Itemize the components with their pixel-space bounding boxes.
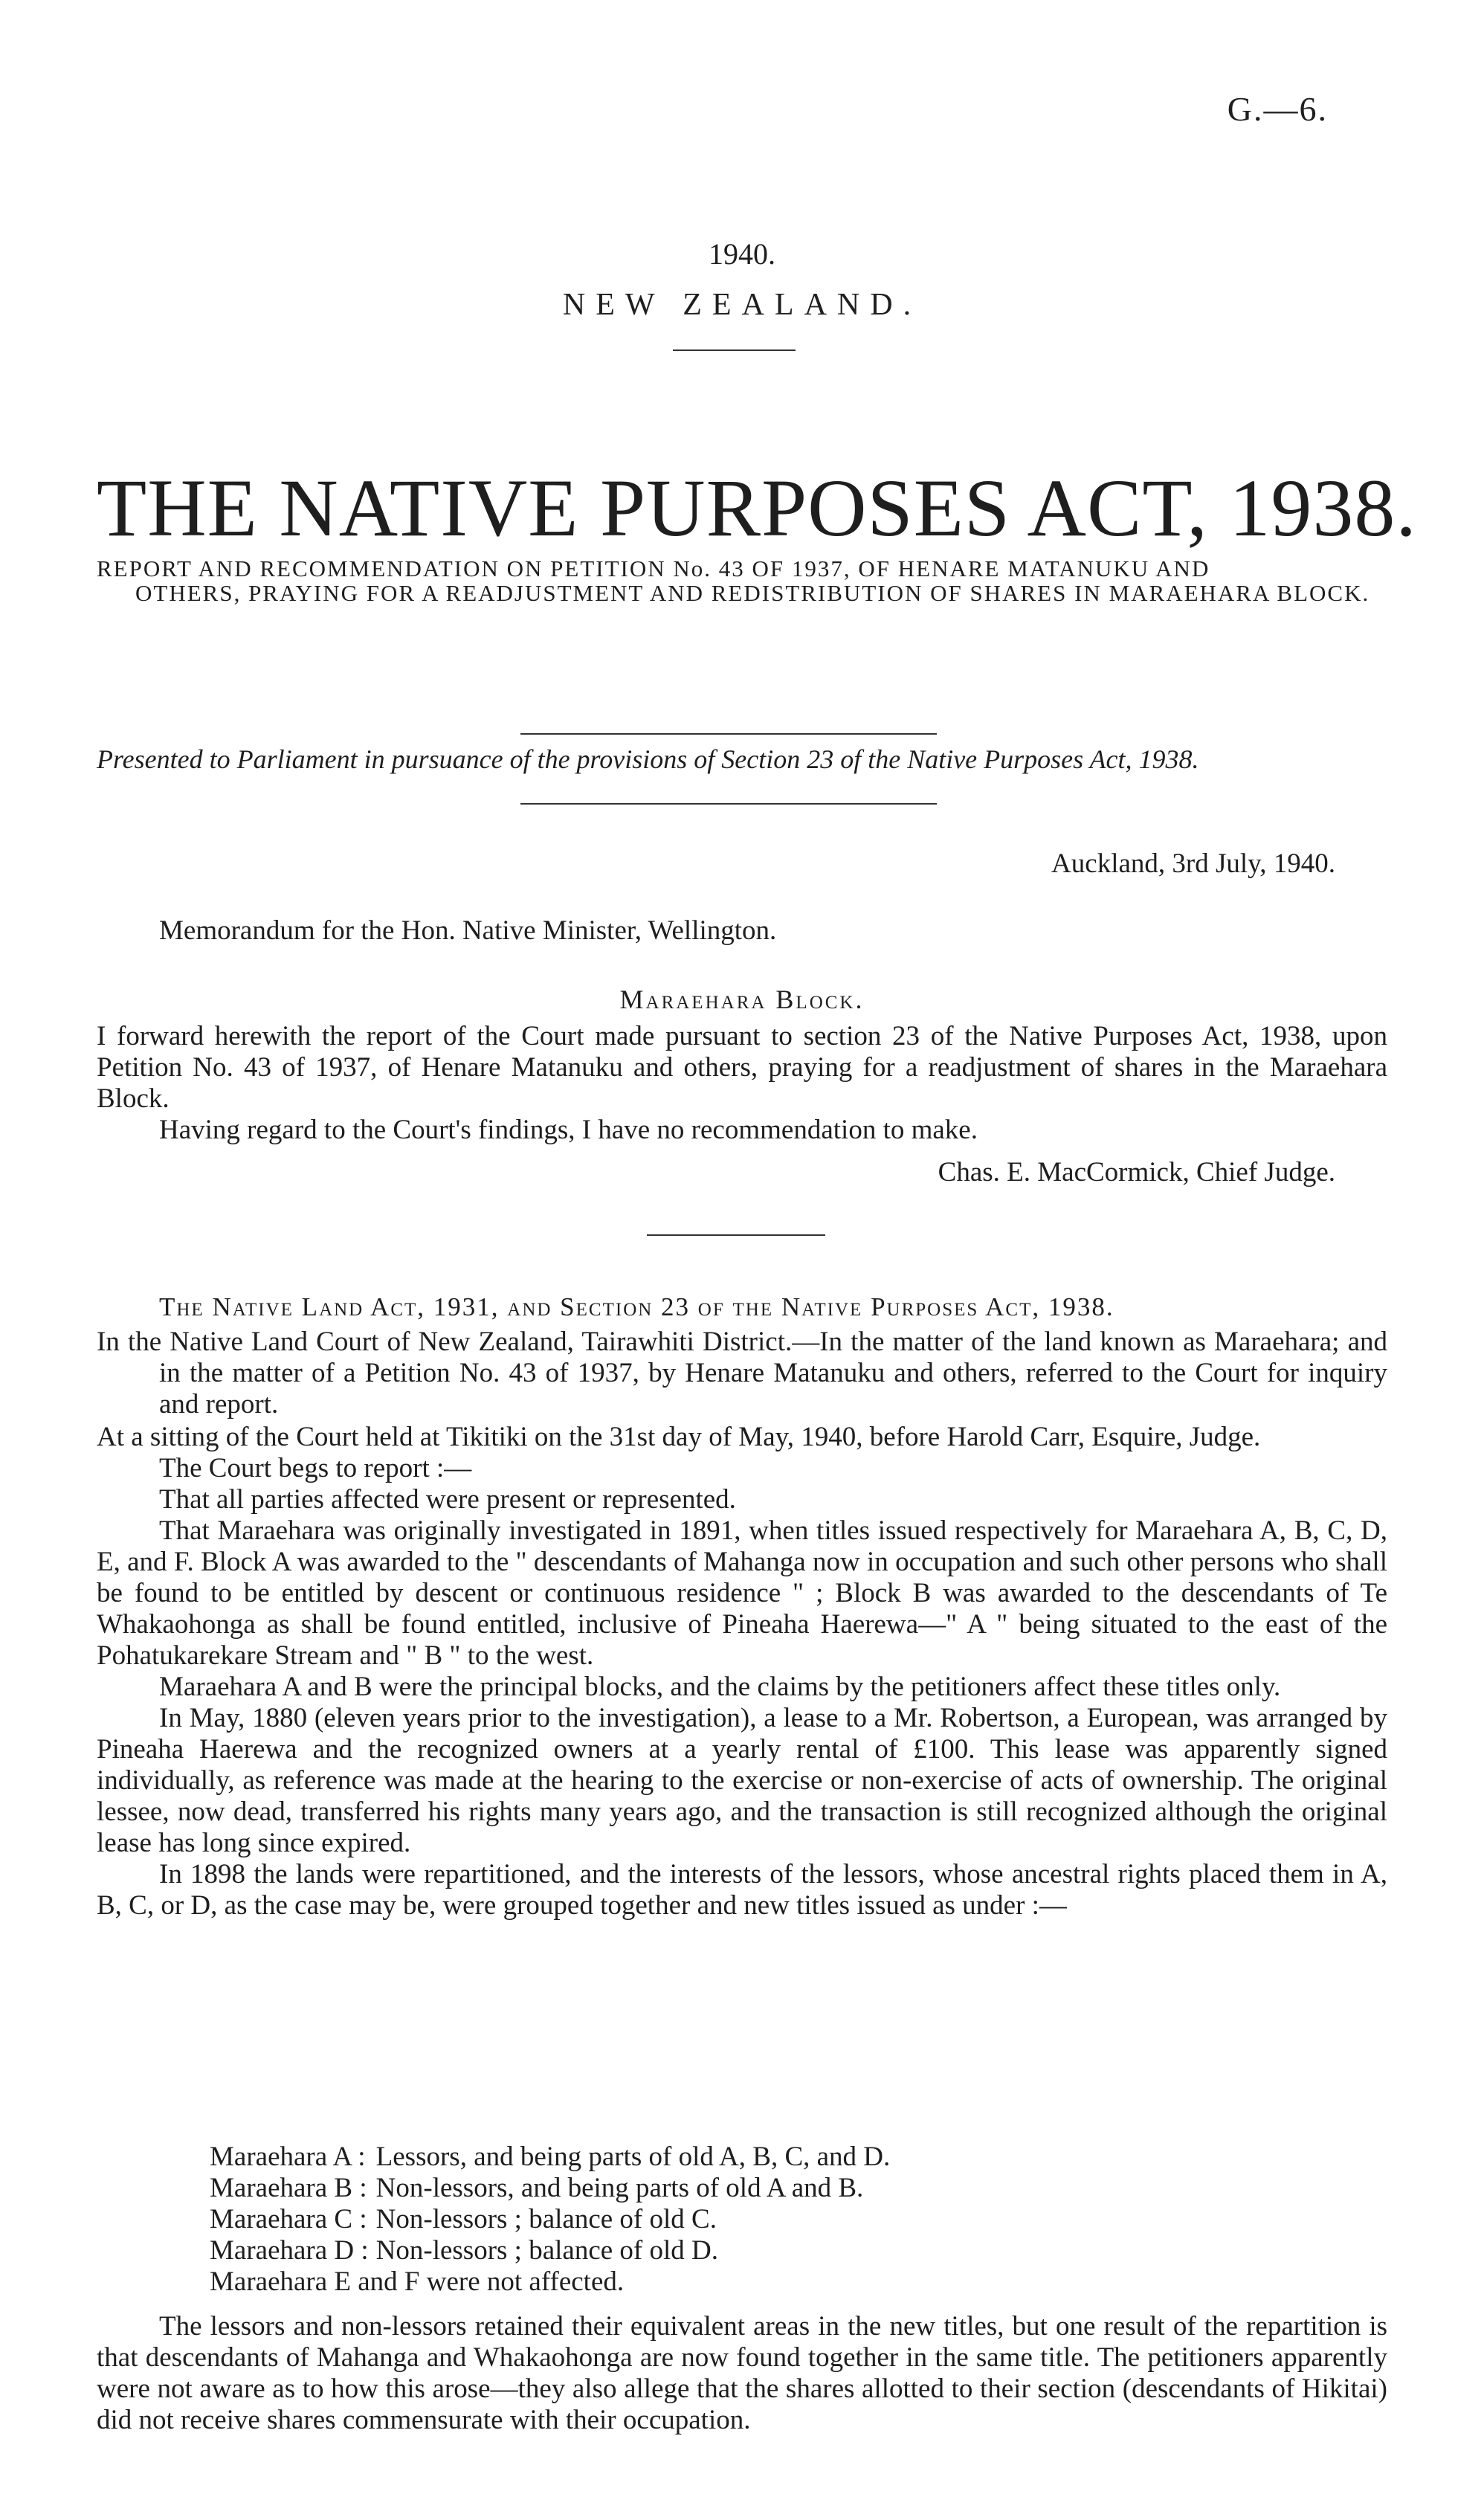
report-intro: The Court begs to report :— [159, 1453, 472, 1483]
paragraph-investigation: That Maraehara was originally investigated in 1891, when titles issued respectively for Maraehara A, B, C, D, E, and F. Block A was awarded to the " descendants of Mahanga now in occupation and such other persons who shall be found to be entitled by descent or continuous residence " ; Block B was awarded to the descendants of Te Whakaohonga as shall be found entitled, inclusive of Pineaha Haerewa—" A " being situated to the east of the Pohatukarekare Stream and " B " to the west. [97, 1515, 1387, 1671]
document-title: THE NATIVE PURPOSES ACT, 1938. [97, 463, 1417, 553]
list-item: Maraehara A : Lessors, and being parts of old A, B, C, and D. [210, 2142, 891, 2172]
memo-paragraph-1: I forward herewith the report of the Court made pursuant to section 23 of the Native Purposes Act, 1938, upon Petition No. 43 of 1937, of Henare Matanuku and others, praying for a readjustment of shares in the Maraehara Block. [97, 1021, 1387, 1114]
paragraph-principal-blocks: Maraehara A and B were the principal blocks, and the claims by the petitioners affect these titles only. [159, 1672, 1281, 1702]
list-item: Maraehara C : Non-lessors ; balance of old C. [210, 2204, 717, 2234]
presented-note: Presented to Parliament in pursuance of the provisions of Section 23 of the Native Purposes Act, 1938. [97, 744, 1199, 774]
country-heading: NEW ZEALAND. [562, 288, 922, 322]
memo-dateline: Auckland, 3rd July, 1940. [1051, 848, 1335, 879]
divider [673, 349, 796, 351]
block-heading: Maraehara Block. [619, 985, 865, 1014]
divider [647, 1234, 825, 1236]
list-item: Maraehara D : Non-lessors ; balance of old D. [210, 2235, 718, 2266]
subtitle-line-2: OTHERS, PRAYING FOR A READJUSTMENT AND REDISTRIBUTION OF SHARES IN MARAEHARA BLOCK. [135, 580, 1370, 606]
paragraph-repartition: In 1898 the lands were repartitioned, and the interests of the lessors, whose ancestral rights placed them in A, B, C, or D, as the case may be, were grouped together and new titles issued as under :— [97, 1859, 1387, 1921]
memo-addressee: Memorandum for the Hon. Native Minister, Wellington. [159, 915, 777, 946]
paragraph-lease: In May, 1880 (eleven years prior to the investigation), a lease to a Mr. Robertson, a European, was arranged by Pineaha Haerewa and the recognized owners at a yearly rental of £100. This lease was apparently signed individually, as reference was made at the hearing to the exercise or non-exercise of acts of ownership. The original lessee, now dead, transferred his rights many years ago, and the transaction is still recognized although the original lease has long since expired. [97, 1703, 1387, 1858]
report-body [97, 1327, 1387, 1921]
paragraph-final: The lessors and non-lessors retained their equivalent areas in the new titles, but one result of the repartition is that descendants of Mahanga and Whakaohonga are now found together in the same title. The petitioners apparently were not aware as to how this arose—they also allege that the shares allotted to their section (descendants of Hikitai) did not receive shares commensurate with their occupation. [97, 2311, 1387, 2435]
paragraph-parties: That all parties affected were present or represented. [159, 1484, 736, 1515]
document-year: 1940. [709, 237, 775, 271]
subtitle-line-1: REPORT AND RECOMMENDATION ON PETITION No. 43 OF 1937, OF HENARE MATANUKU AND [97, 555, 1210, 581]
list-item: Maraehara E and F were not affected. [210, 2266, 625, 2297]
block-list [210, 2142, 897, 2298]
list-item: Maraehara B : Non-lessors, and being parts of old A and B. [210, 2173, 864, 2203]
sitting-paragraph: At a sitting of the Court held at Tikitiki on the 31st day of May, 1940, before Harold Carr, Esquire, Judge. [97, 1422, 1261, 1452]
memo-paragraph-2: Having regard to the Court's findings, I have no recommendation to make. [159, 1115, 978, 1145]
court-paragraph: In the Native Land Court of New Zealand, Tairawhiti District.—In the matter of the land known as Maraehara; and in the matter of a Petition No. 43 of 1937, by Henare Matanuku and others, referred to the Court for inquiry and report. [97, 1327, 1387, 1420]
memo-signature: Chas. E. MacCormick, Chief Judge. [938, 1157, 1335, 1188]
document-subtitle [97, 556, 1390, 605]
report-heading: The Native Land Act, 1931, and Section 23 of the Native Purposes Act, 1938. [159, 1292, 1114, 1321]
divider [520, 733, 937, 735]
memo-paragraph [97, 1021, 1387, 1146]
page-reference: G.—6. [1227, 90, 1328, 128]
divider [520, 803, 937, 805]
